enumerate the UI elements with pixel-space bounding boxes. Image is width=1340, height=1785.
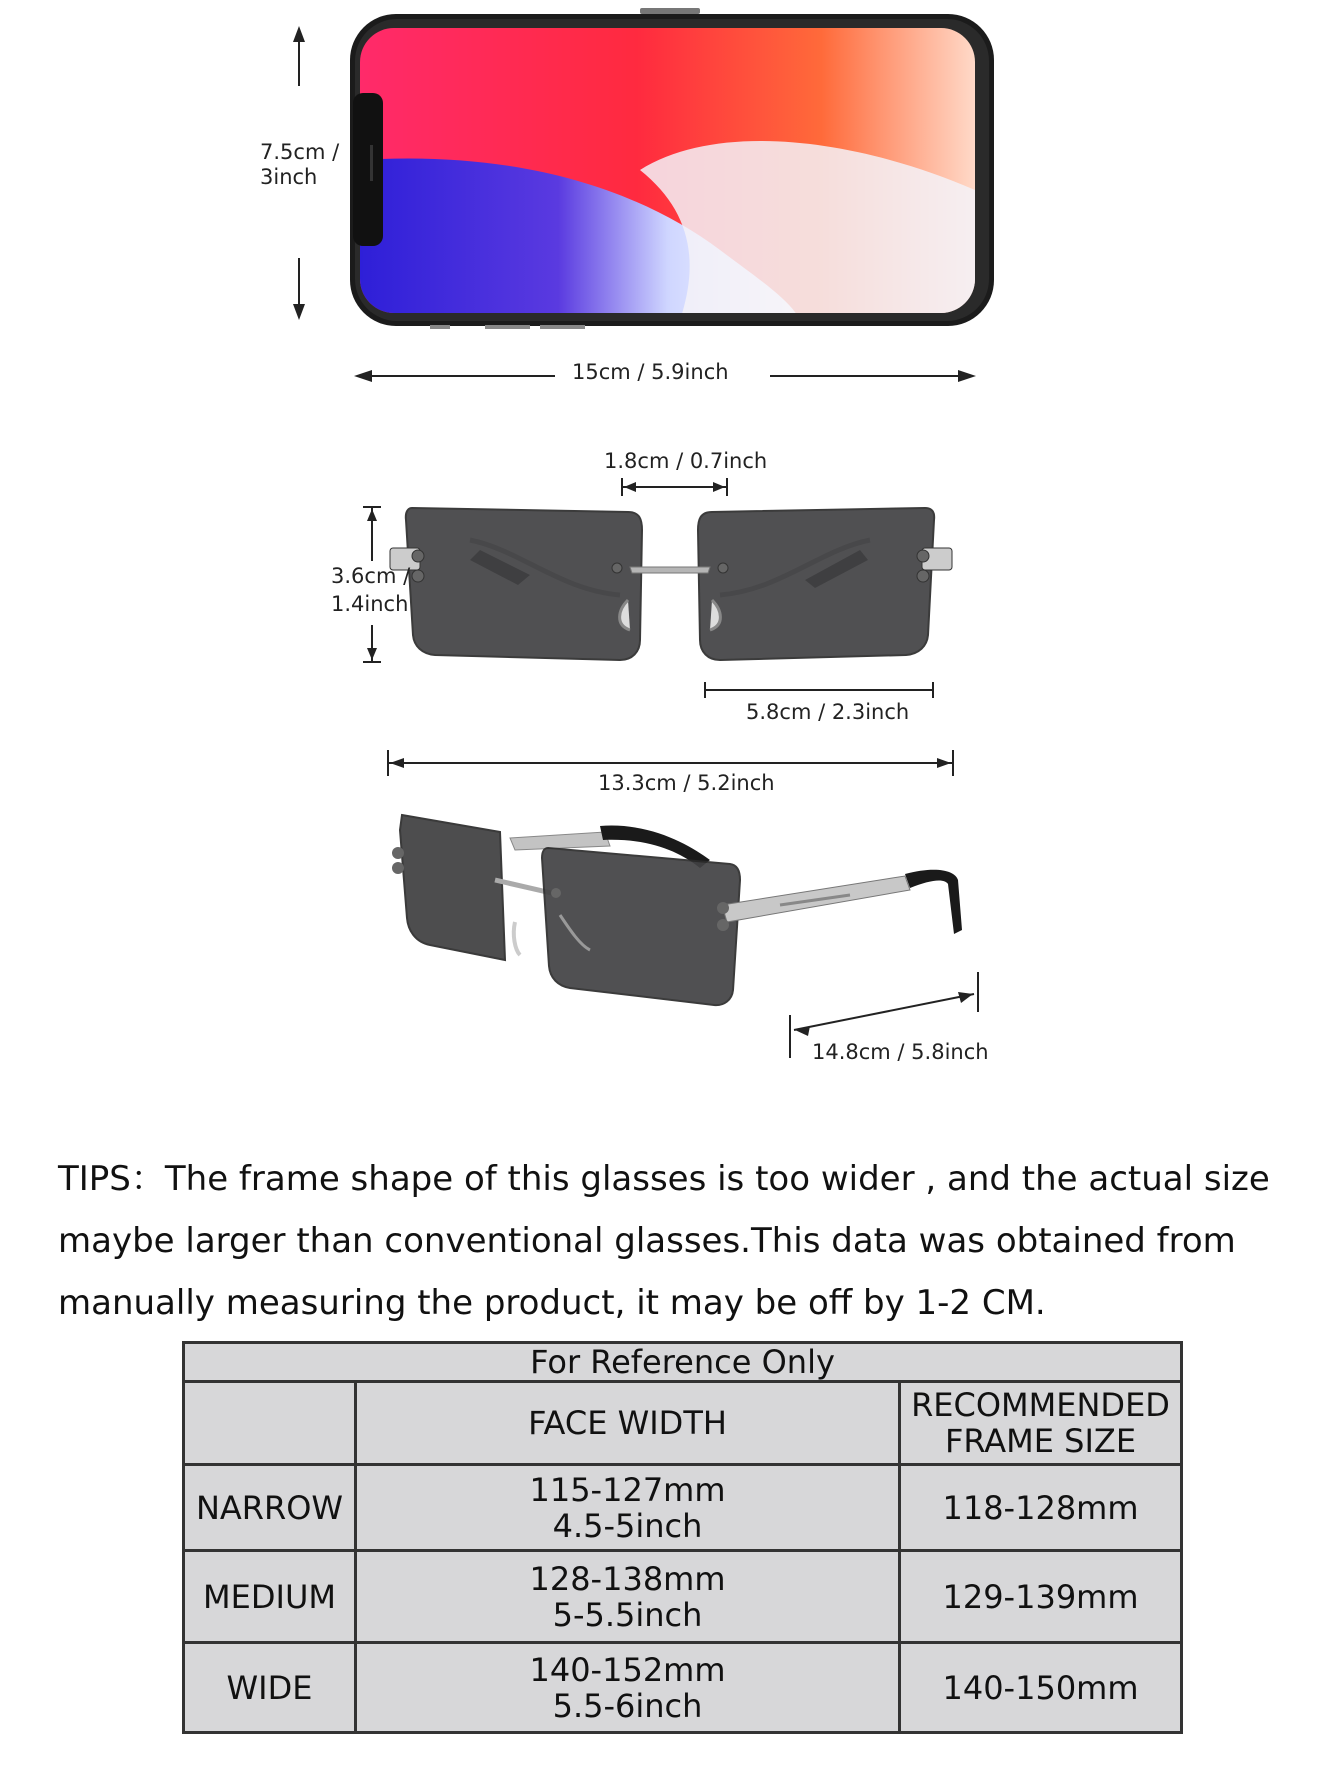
size-cell: MEDIUM (184, 1551, 356, 1643)
temple-length-label: 14.8cm / 5.8inch (812, 1040, 989, 1064)
table-row (184, 1643, 1182, 1733)
bridge (630, 567, 710, 573)
face-width-cell (356, 1551, 900, 1643)
phone-illustration (0, 0, 1340, 420)
face-width-inch: 5.5-6inch (552, 1686, 703, 1725)
phone-width-label: 15cm / 5.9inch (572, 360, 729, 384)
face-width-inch: 5-5.5inch (552, 1595, 703, 1634)
frame-size-cell: 129-139mm (900, 1551, 1182, 1643)
table-row (184, 1551, 1182, 1643)
rear-lens (400, 815, 505, 960)
size-cell: NARROW (184, 1465, 356, 1551)
front-lens (542, 848, 740, 1005)
face-width-mm: 128-138mm (529, 1559, 726, 1598)
size-reference-table (182, 1341, 1183, 1734)
size-cell: WIDE (184, 1643, 356, 1733)
header-recommended-frame-size: RECOMMENDED FRAME SIZE (900, 1382, 1182, 1465)
face-width-cell (356, 1465, 900, 1551)
tips-text: TIPS：The frame shape of this glasses is too wider , and the actual size maybe larger than conventional glasses.This data was obtained from manually measuring the product, it may be off by 1-2 CM. (58, 1159, 1270, 1323)
phone-notch (353, 93, 383, 246)
total-width-label: 13.3cm / 5.2inch (598, 771, 775, 795)
face-width-mm: 140-152mm (529, 1650, 726, 1689)
header-face-width: FACE WIDTH (356, 1382, 900, 1465)
bridge-width-label: 1.8cm / 0.7inch (604, 449, 768, 473)
table-row (184, 1465, 1182, 1551)
table-caption: For Reference Only (184, 1343, 1182, 1382)
lens-height-label: 3.6cm / 1.4inch (331, 564, 411, 616)
face-width-cell (356, 1643, 900, 1733)
phone-height-label: 7.5cm / 3inch (260, 140, 340, 189)
face-width-inch: 4.5-5inch (552, 1506, 703, 1545)
lens-width-label: 5.8cm / 2.3inch (746, 700, 910, 724)
left-lens (406, 508, 642, 660)
glasses-side-illustration (0, 790, 1340, 1080)
frame-size-cell: 140-150mm (900, 1643, 1182, 1733)
face-width-mm: 115-127mm (529, 1470, 726, 1509)
glasses-front-illustration (0, 420, 1340, 780)
header-empty (184, 1382, 356, 1465)
right-lens (698, 508, 934, 660)
frame-size-cell: 118-128mm (900, 1465, 1182, 1551)
